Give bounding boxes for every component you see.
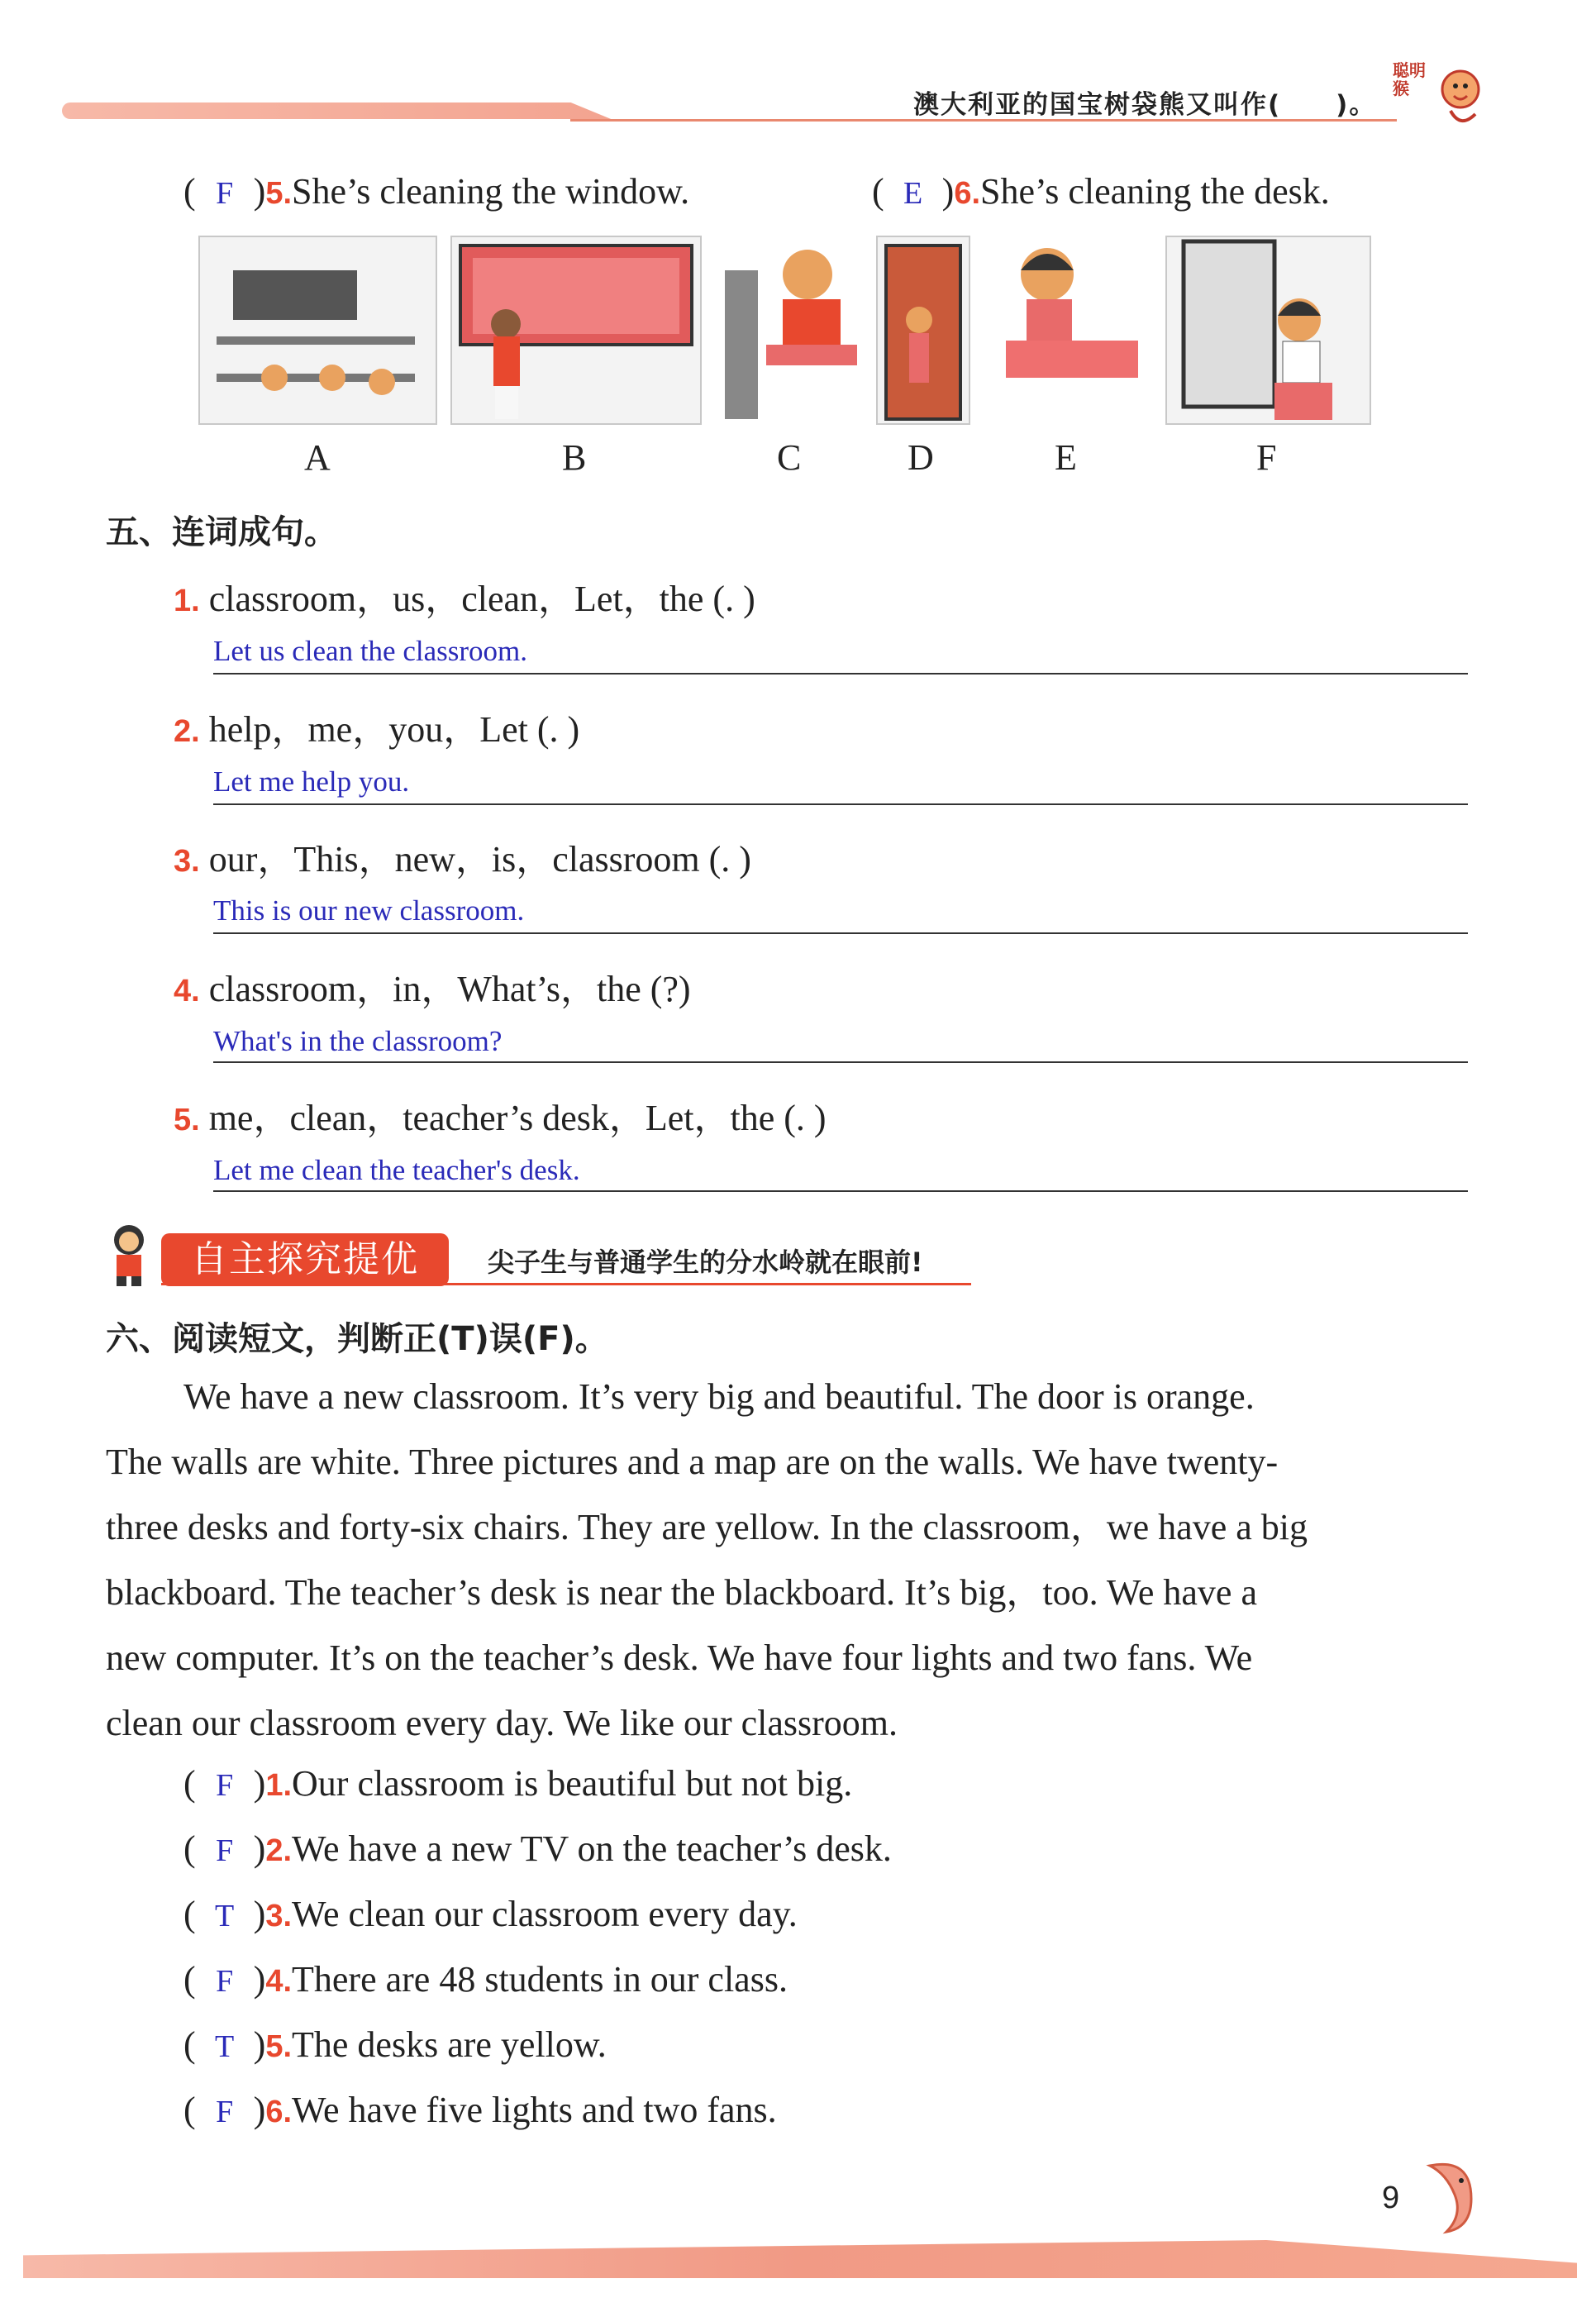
page-number: 9: [1382, 2181, 1400, 2215]
answer-line: [213, 1061, 1468, 1063]
mascot-icon: [103, 1222, 155, 1288]
s5-item-1: 1. classroom，us，clean，Let，the (. ): [174, 579, 755, 619]
s6-item-6: ( F )6.We have five lights and two fans.: [183, 2090, 777, 2130]
picture-label-d: D: [908, 437, 934, 478]
picture-label-c: C: [777, 437, 802, 478]
passage-line-4: blackboard. The teacher’s desk is near the blackboard. It’s big，too. We have a: [106, 1572, 1257, 1613]
s5-item-3: 3. our，This，new，is，classroom (. ): [174, 839, 751, 880]
picture-f: [1165, 236, 1371, 425]
blackboard-illustration-icon: [452, 237, 700, 423]
header-tip: 澳大利亚的国宝树袋熊又叫作( )。: [913, 90, 1377, 120]
picture-a: [198, 236, 437, 425]
answer: E: [903, 176, 923, 211]
banner-mascot: [103, 1222, 155, 1288]
brand-name: 聪明猴: [1393, 60, 1426, 98]
banner-rule: [161, 1283, 971, 1285]
passage-line-3: three desks and forty-six chairs. They are yellow. In the classroom，we have a big: [106, 1507, 1308, 1547]
s5-answer-1: Let us clean the classroom.: [213, 635, 528, 667]
section6-title: 六、阅读短文，判断正(T)误(F)。: [106, 1320, 608, 1358]
banner-slogan: 尖子生与普通学生的分水岭就在眼前!: [488, 1247, 923, 1278]
s5-answer-4: What's in the classroom?: [213, 1025, 503, 1057]
answer-line: [213, 673, 1468, 675]
footer-bar: [23, 2240, 1577, 2278]
s5-item-4: 4. classroom，in，What’s，the (?): [174, 969, 691, 1009]
classroom-illustration-icon: [200, 237, 436, 423]
picture-d: [876, 236, 970, 425]
answer: F: [216, 176, 234, 211]
s5-answer-3: This is our new classroom.: [213, 894, 525, 927]
s5-answer-5: Let me clean the teacher's desk.: [213, 1154, 580, 1186]
door-cleaning-illustration-icon: [878, 237, 969, 423]
picture-label-f: F: [1256, 437, 1277, 478]
window-cleaning-illustration-icon: [1167, 237, 1370, 423]
s5-item-2: 2. help，me，you，Let (. ): [174, 709, 580, 750]
picture-e: [988, 236, 1148, 425]
s6-item-5: ( T )5.The desks are yellow.: [183, 2024, 607, 2065]
picture-c: [715, 236, 859, 425]
passage-line-5: new computer. It’s on the teacher’s desk. We have four lights and two fans. We: [106, 1637, 1253, 1678]
desk-cleaning-illustration-icon: [989, 237, 1146, 423]
picture-label-a: A: [304, 437, 331, 478]
s6-item-1: ( F )1.Our classroom is beautiful but not big.: [183, 1763, 853, 1804]
s6-item-2: ( F )2.We have a new TV on the teacher’s desk.: [183, 1828, 892, 1869]
dolphin-icon: [1413, 2149, 1488, 2240]
picture-label-e: E: [1055, 437, 1077, 478]
picture-label-b: B: [562, 437, 587, 478]
passage-line-6: clean our classroom every day. We like our classroom.: [106, 1703, 898, 1743]
chair-cleaning-illustration-icon: [717, 237, 857, 423]
picture-b: [450, 236, 702, 425]
s5-item-5: 5. me，clean，teacher’s desk，Let，the (. ): [174, 1098, 827, 1138]
s4-item-6: ( E )6.She’s cleaning the desk.: [872, 171, 1330, 212]
answer-line: [213, 803, 1468, 805]
passage-line-1: We have a new classroom. It’s very big and beautiful. The door is orange.: [183, 1376, 1255, 1417]
brand-logo: [1393, 56, 1484, 131]
answer-line: [213, 1190, 1468, 1192]
footer-mascot: [1413, 2149, 1488, 2240]
section5-title: 五、连词成句。: [106, 513, 337, 551]
s4-item-5: ( F )5.She’s cleaning the window.: [183, 171, 690, 212]
banner-label: 自主探究提优: [161, 1233, 449, 1286]
s6-item-4: ( F )4.There are 48 students in our class.: [183, 1959, 788, 2000]
s6-item-3: ( T )3.We clean our classroom every day.: [183, 1894, 798, 1934]
s5-answer-2: Let me help you.: [213, 765, 410, 798]
passage-line-2: The walls are white. Three pictures and a map are on the walls. We have twenty-: [106, 1442, 1279, 1482]
answer-line: [213, 932, 1468, 934]
